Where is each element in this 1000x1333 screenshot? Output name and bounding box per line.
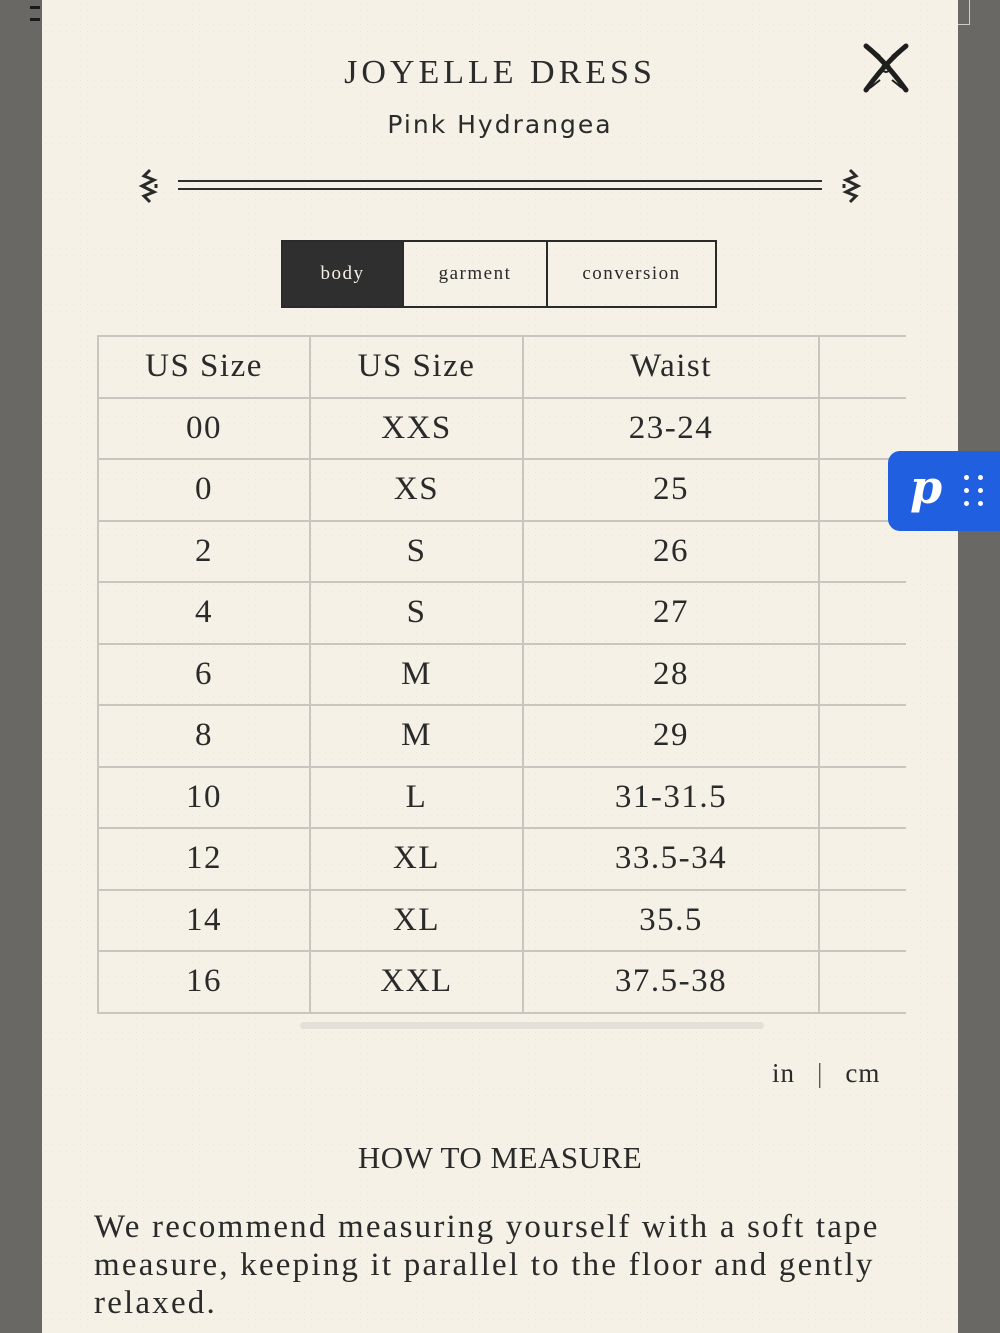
table-cell — [819, 582, 906, 644]
table-cell: 35.5 — [523, 890, 819, 952]
table-cell: 29 — [523, 705, 819, 767]
table-cell: XXL — [310, 951, 523, 1013]
background-icon — [956, 0, 970, 25]
table-cell: 33.5-34 — [523, 828, 819, 890]
product-color: Pink Hydrangea — [387, 110, 613, 139]
table-cell — [819, 951, 906, 1013]
unit-separator: | — [817, 1058, 824, 1088]
table-cell: 2 — [98, 521, 310, 583]
table-cell — [819, 890, 906, 952]
column-header — [819, 336, 906, 398]
table-row — [98, 951, 906, 1013]
tab-conversion[interactable]: conversion — [546, 242, 715, 306]
table-horizontal-scrollbar[interactable] — [300, 1022, 764, 1029]
table-cell: M — [310, 644, 523, 706]
ornament-left-icon — [136, 166, 160, 206]
table-cell: 26 — [523, 521, 819, 583]
table-cell: XXS — [310, 398, 523, 460]
unit-inches-button[interactable]: in — [772, 1058, 796, 1088]
size-chart-tabs — [281, 240, 717, 308]
table-cell: L — [310, 767, 523, 829]
table-cell: 6 — [98, 644, 310, 706]
table-row — [98, 828, 906, 890]
column-header: US Size — [98, 336, 310, 398]
column-header: US Size — [310, 336, 523, 398]
table-cell — [819, 644, 906, 706]
table-cell — [819, 521, 906, 583]
table-cell: S — [310, 521, 523, 583]
drag-grip-icon[interactable] — [964, 475, 986, 509]
table-cell: S — [310, 582, 523, 644]
table-cell: XL — [310, 828, 523, 890]
ornament-right-icon — [840, 166, 864, 206]
size-guide-modal — [42, 0, 958, 1333]
tab-body[interactable]: body — [283, 242, 402, 306]
how-to-measure-title: HOW TO MEASURE — [357, 1140, 643, 1175]
table-header-row — [98, 336, 906, 398]
product-title: JOYELLE DRESS — [344, 54, 656, 91]
table-cell: 31-31.5 — [523, 767, 819, 829]
table-row — [98, 890, 906, 952]
background-page-right — [958, 0, 1000, 1333]
table-row — [98, 644, 906, 706]
how-to-measure-text: We recommend measuring yourself with a soft tape measure, keeping it parallel to the floor and gently relaxed. — [94, 1209, 880, 1321]
table-cell: 25 — [523, 459, 819, 521]
table-cell: 12 — [98, 828, 310, 890]
close-button[interactable] — [860, 40, 912, 96]
table-cell: 14 — [98, 890, 310, 952]
table-row — [98, 767, 906, 829]
ornamental-divider — [132, 166, 868, 206]
size-table-scroll[interactable] — [97, 335, 906, 1033]
table-cell: M — [310, 705, 523, 767]
table-cell — [819, 828, 906, 890]
table-cell: 27 — [523, 582, 819, 644]
table-cell: 00 — [98, 398, 310, 460]
close-icon — [860, 40, 912, 96]
table-cell: 4 — [98, 582, 310, 644]
p-floating-widget[interactable] — [888, 451, 1000, 531]
table-cell: XL — [310, 890, 523, 952]
p-widget-letter: p — [910, 460, 943, 514]
table-cell — [819, 398, 906, 460]
table-cell: 0 — [98, 459, 310, 521]
table-row — [98, 459, 906, 521]
table-cell: 10 — [98, 767, 310, 829]
table-cell: 8 — [98, 705, 310, 767]
table-row — [98, 521, 906, 583]
background-page-left — [0, 0, 42, 1333]
table-row — [98, 398, 906, 460]
tab-garment[interactable]: garment — [402, 242, 546, 306]
table-cell: 37.5-38 — [523, 951, 819, 1013]
menu-icon — [30, 6, 40, 32]
table-row — [98, 705, 906, 767]
table-row — [98, 582, 906, 644]
table-cell — [819, 767, 906, 829]
column-header: Waist — [523, 336, 819, 398]
table-cell: 16 — [98, 951, 310, 1013]
size-table — [97, 335, 906, 1014]
table-cell: 23-24 — [523, 398, 819, 460]
table-cell: XS — [310, 459, 523, 521]
table-cell — [819, 705, 906, 767]
unit-cm-button[interactable]: cm — [845, 1058, 881, 1088]
unit-toggle — [772, 1058, 880, 1089]
table-cell: 28 — [523, 644, 819, 706]
